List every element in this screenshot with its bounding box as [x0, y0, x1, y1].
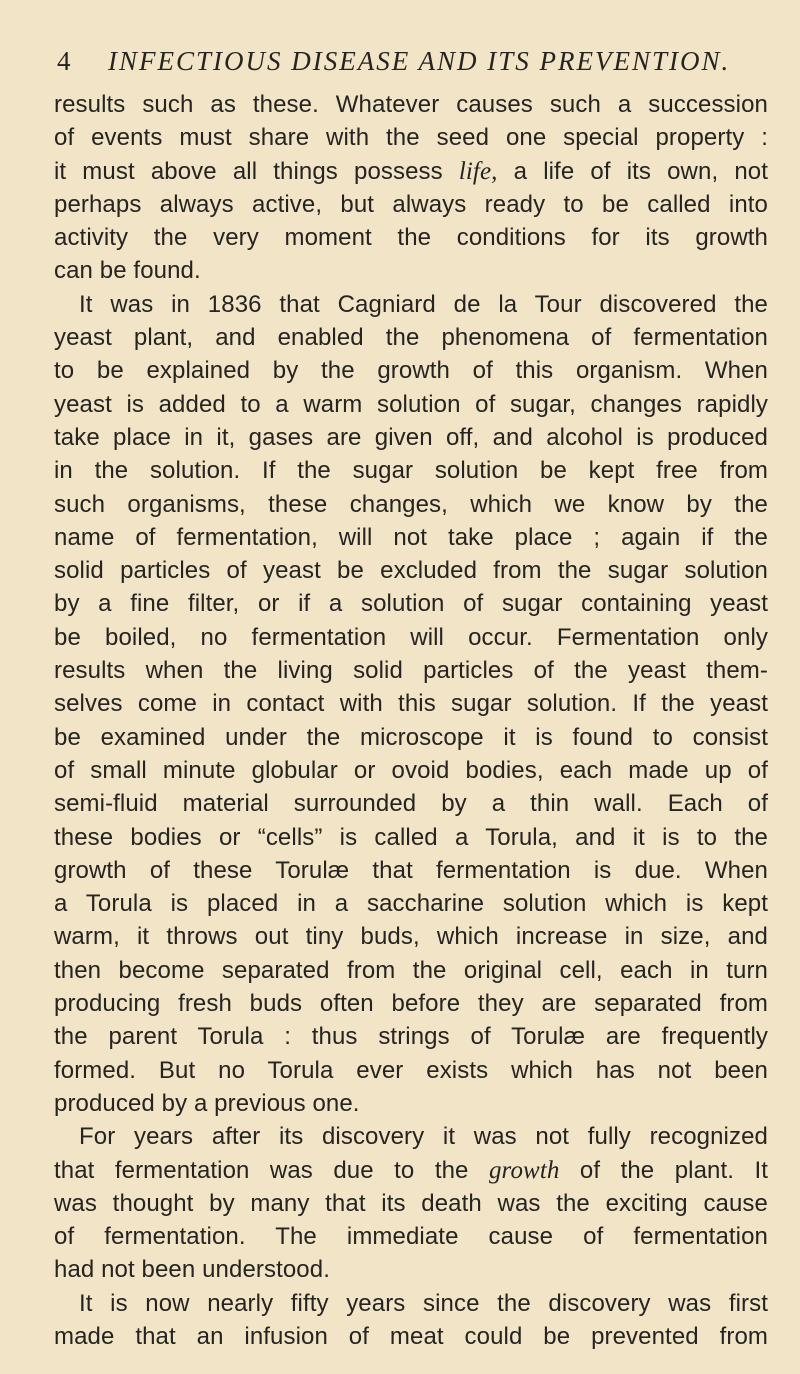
text-segment: It was in 1836 that Cagniard de la Tour discovered the	[79, 290, 768, 318]
text-line	[54, 654, 768, 687]
text-segment: the parent Torula : thus strings of Torulæ are frequently	[54, 1023, 768, 1051]
text-segment: yeast is added to a warm solution of sugar, changes rapidly	[54, 390, 768, 418]
text-segment: solid particles of yeast be excluded from the sugar solution	[54, 557, 768, 585]
text-line	[54, 787, 768, 820]
text-line	[54, 721, 768, 754]
text-line	[54, 687, 768, 720]
text-line	[54, 1154, 768, 1187]
text-line	[54, 954, 768, 987]
text-segment: can be found.	[54, 257, 201, 285]
page-number: 4	[57, 46, 71, 76]
text-line	[54, 1287, 768, 1320]
text-line	[54, 354, 768, 387]
text-line	[54, 754, 768, 787]
italic-text: growth	[488, 1156, 560, 1184]
text-line	[54, 288, 768, 321]
text-segment: was thought by many that its death was the exciting cause	[54, 1189, 768, 1217]
text-segment: results when the living solid particles of the yeast them-	[54, 657, 768, 685]
text-line	[54, 521, 768, 554]
text-segment: growth of these Torulæ that fermentation is due. When	[54, 856, 768, 884]
text-line	[54, 854, 768, 887]
text-segment: formed. But no Torula ever exists which has not been	[54, 1056, 768, 1084]
text-line	[54, 1320, 768, 1353]
text-line	[54, 121, 768, 154]
text-segment: of events must share with the seed one special property :	[54, 124, 768, 152]
body-text	[54, 88, 768, 1353]
text-line	[54, 488, 768, 521]
text-segment: in the solution. If the sugar solution be kept free from	[54, 457, 768, 485]
text-segment: of small minute globular or ovoid bodies, each made up of	[54, 756, 768, 784]
text-segment: a Torula is placed in a saccharine solution which is kept	[54, 890, 768, 918]
text-segment: perhaps always active, but always ready to be called into	[54, 190, 768, 218]
text-segment: For years after its discovery it was not fully recognized	[79, 1123, 768, 1151]
text-line	[54, 1187, 768, 1220]
text-segment: selves come in contact with this sugar solution. If the yeast	[54, 690, 768, 718]
text-line	[54, 1253, 768, 1286]
text-line	[54, 221, 768, 254]
text-segment: of the plant. It	[559, 1156, 768, 1184]
text-segment: It is now nearly fifty years since the discovery was first	[79, 1289, 768, 1317]
running-head	[57, 46, 760, 86]
text-line	[54, 454, 768, 487]
text-line	[54, 821, 768, 854]
text-line	[54, 421, 768, 454]
text-segment: be boiled, no fermentation will occur. Fermentation only	[54, 623, 768, 651]
text-line	[54, 254, 768, 287]
text-line	[54, 621, 768, 654]
text-segment: yeast plant, and enabled the phenomena of fermentation	[54, 324, 768, 352]
text-segment: name of fermentation, will not take place ; again if the	[54, 523, 768, 551]
text-line	[54, 321, 768, 354]
text-segment: results such as these. Whatever causes such a succession	[54, 91, 768, 118]
text-segment: semi-fluid material surrounded by a thin wall. Each of	[54, 790, 768, 818]
text-segment: producing fresh buds often before they are separated from	[54, 990, 768, 1018]
italic-text: life,	[458, 157, 498, 185]
text-segment: by a fine filter, or if a solution of sugar containing yeast	[54, 590, 768, 618]
text-segment: of fermentation. The immediate cause of fermentation	[54, 1223, 768, 1251]
text-line	[54, 155, 768, 188]
text-line	[54, 1087, 768, 1120]
text-line	[54, 887, 768, 920]
text-line	[54, 920, 768, 953]
text-line	[54, 554, 768, 587]
text-segment: be examined under the microscope it is found to consist	[54, 723, 768, 751]
text-segment: then become separated from the original cell, each in turn	[54, 956, 768, 984]
text-segment: a life of its own, not	[497, 157, 768, 185]
text-segment: take place in it, gases are given off, and alcohol is produced	[54, 423, 768, 451]
text-segment: activity the very moment the conditions for its growth	[54, 224, 768, 252]
text-line	[54, 1054, 768, 1087]
text-line	[54, 88, 768, 121]
text-line	[54, 188, 768, 221]
text-line	[54, 1220, 768, 1253]
text-segment: it must above all things possess	[54, 157, 459, 185]
text-segment: to be explained by the growth of this organism. When	[54, 357, 768, 385]
text-segment: these bodies or “cells” is called a Torula, and it is to the	[54, 823, 768, 851]
text-segment: that fermentation was due to the	[54, 1156, 489, 1184]
text-line	[54, 587, 768, 620]
text-segment: had not been understood.	[54, 1256, 330, 1284]
text-segment: produced by a previous one.	[54, 1089, 360, 1117]
text-line	[54, 388, 768, 421]
text-line	[54, 987, 768, 1020]
text-segment: warm, it throws out tiny buds, which increase in size, and	[54, 923, 768, 951]
text-segment: such organisms, these changes, which we know by the	[54, 490, 768, 518]
running-title: INFECTIOUS DISEASE AND ITS PREVENTION.	[108, 46, 731, 76]
text-segment: made that an infusion of meat could be prevented from	[54, 1322, 768, 1350]
text-line	[54, 1020, 768, 1053]
text-line	[54, 1120, 768, 1153]
